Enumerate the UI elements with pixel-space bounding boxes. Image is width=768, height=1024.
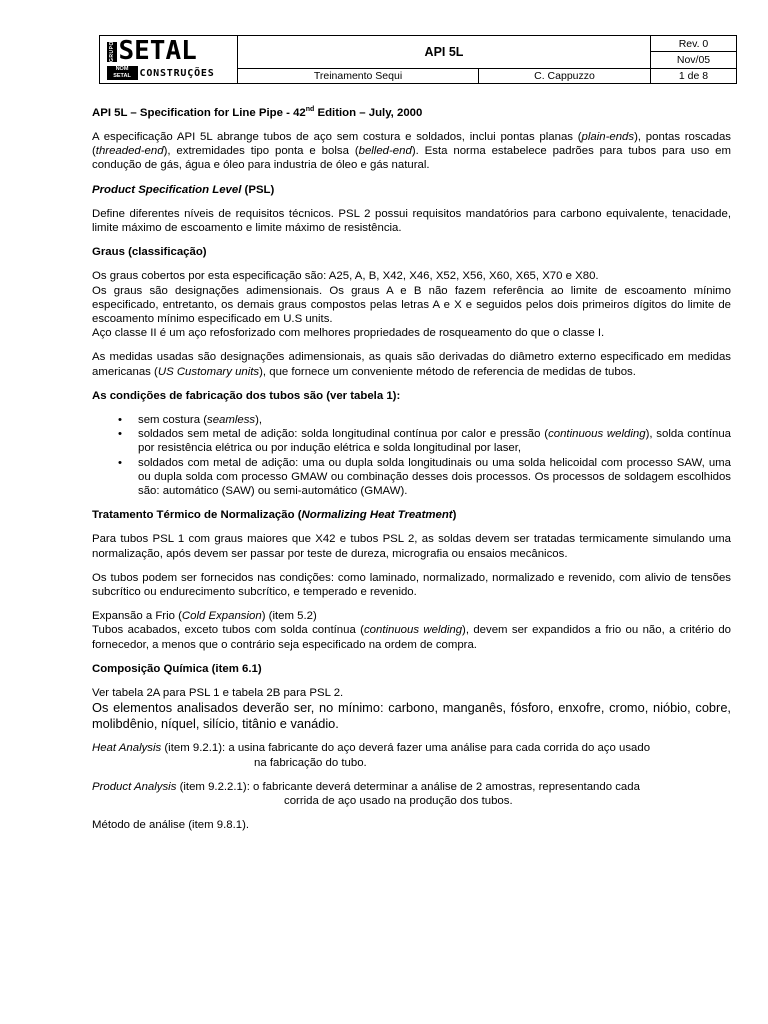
logo-grupo-label: GRUPO — [108, 40, 115, 62]
product-analysis-continuation: corrida de aço usado na produção dos tubos. — [284, 794, 513, 807]
logo-sub-top: NOM — [115, 65, 129, 72]
cold-expansion-paragraph: Tubos acabados, exceto tubos com solda contínua (continuous welding), devem ser expandidos a frio ou não, a critério do fornecedor, a menos que o contrário seja especificado na ordem de compra. — [92, 624, 731, 651]
product-analysis-paragraph: Product Analysis (item 9.2.2.1): o fabricante deverá determinar a análise de 2 amostras, representando cada — [92, 780, 640, 793]
heat-treatment-paragraph-1: Para tubos PSL 1 com graus maiores que X42 e tubos PSL 2, as soldas devem ser tratadas termicamente simulando uma normalização, após devem ser passar por teste de dureza, micrografia ou ensaios mecânicos. — [92, 533, 731, 560]
revision-cell: Rev. 0 — [650, 36, 736, 52]
training-cell: Treinamento Sequi — [313, 70, 403, 82]
document-body — [92, 103, 731, 832]
analysis-method-line: Método de análise (item 9.8.1). — [92, 819, 250, 832]
heat-treatment-heading: Tratamento Térmico de Normalização (Normalizing Heat Treatment) — [92, 509, 457, 522]
grades-paragraph-3: Aço classe II é um aço refosforizado com melhores propriedades de rosqueamento do que o classe I. — [92, 327, 605, 340]
chemical-paragraph-2: Os elementos analisados deverão ser, no mínimo: carbono, manganês, fósforo, enxofre, cromo, nióbio, cobre, molibdênio, níquel, silício, titânio e vanádio. — [92, 700, 731, 731]
page-number-cell: 1 de 8 — [650, 69, 736, 83]
company-logo — [100, 36, 238, 83]
psl-paragraph: Define diferentes níveis de requisitos técnicos. PSL 2 possui requisitos mandatórios para carbono equivalente, tenacidade, limite máximo de escoamento e limite máximo de resistência. — [92, 207, 731, 235]
logo-brand-text: SETAL — [118, 35, 197, 66]
measures-paragraph: As medidas usadas são designações adimensionais, as quais são derivadas do diâmetro externo especificado em medidas americanas (US Customary units), que fornece um conveniente método de referencia de medidas de tubos. — [92, 351, 731, 378]
document-title: API 5L — [238, 36, 650, 69]
logo-graphic — [105, 35, 233, 81]
heat-treatment-paragraph-2: Os tubos podem ser fornecidos nas condições: como laminado, normalizado, normalizado e revenido, com alivio de tensões subcrítico ou endurecimento subcrítico, e temperado e revenido. — [92, 571, 731, 599]
logo-sub-block — [107, 66, 138, 80]
heat-analysis-paragraph: Heat Analysis (item 9.2.1): a usina fabricante do aço deverá fazer uma análise para cada corrida do aço usado — [92, 742, 651, 755]
chemical-paragraph-1: Ver tabela 2A para PSL 1 e tabela 2B para PSL 2. — [92, 687, 344, 700]
list-item: • sem costura (seamless), — [118, 414, 263, 427]
grades-paragraph-1: Os graus cobertos por esta especificação são: A25, A, B, X42, X46, X52, X56, X60, X65, X70 e X80. — [92, 270, 599, 283]
fabrication-heading: As condições de fabricação dos tubos são (ver tabela 1): — [92, 389, 401, 402]
logo-sub-bottom: SETAL — [113, 72, 131, 79]
intro-paragraph: A especificação API 5L abrange tubos de aço sem costura e soldados, inclui pontas planas (plain-ends), pontas roscadas (threaded-end), extremidades tipo ponta e bolsa (belled-end). Esta norma estabelece padrões para tubos para uso em condução de gás, água e óleo para industria de óleo e gás natural. — [92, 131, 731, 172]
main-heading: API 5L – Specification for Line Pipe - 42nd Edition – July, 2000 — [92, 106, 423, 119]
list-item: • soldados sem metal de adição: solda longitudinal contínua por calor e pressão (continuous welding), solda contínua por resistência elétrica ou por indução elétrica e solda longitudinal por laser, — [118, 428, 732, 455]
list-item: • soldados com metal de adição: uma ou dupla solda longitudinais ou uma solda helicoidal com processo SAW, uma ou dupla solda com processo GMAW ou combinação desses dois processos. Os processos de soldagem escolhidos são: automático (SAW) ou semi-automático (GMAW). — [118, 456, 731, 498]
cold-expansion-line: Expansão a Frio (Cold Expansion) (item 5.2) — [92, 610, 317, 623]
document-header-table — [99, 35, 737, 84]
psl-heading: Product Specification Level (PSL) — [92, 183, 275, 196]
author-cell: C. Cappuzzo — [478, 69, 650, 83]
date-cell: Nov/05 — [650, 52, 736, 69]
heat-analysis-continuation: na fabricação do tubo. — [254, 756, 367, 769]
grades-heading: Graus (classificação) — [92, 246, 207, 259]
logo-division-text: CONSTRUÇÕES — [139, 67, 215, 79]
grades-paragraph-2: Os graus são designações adimensionais. Os graus A e B não fazem referência ao limite de escoamento mínimo especificado, entretanto, os demais graus compostos pelas letras A e X e seguidos pelos dois primeiros dígitos do limite de escoamento mínimo especificado em U.S units. — [92, 284, 731, 326]
fabrication-list — [92, 413, 731, 498]
chemical-composition-heading: Composição Química (item 6.1) — [92, 662, 262, 675]
